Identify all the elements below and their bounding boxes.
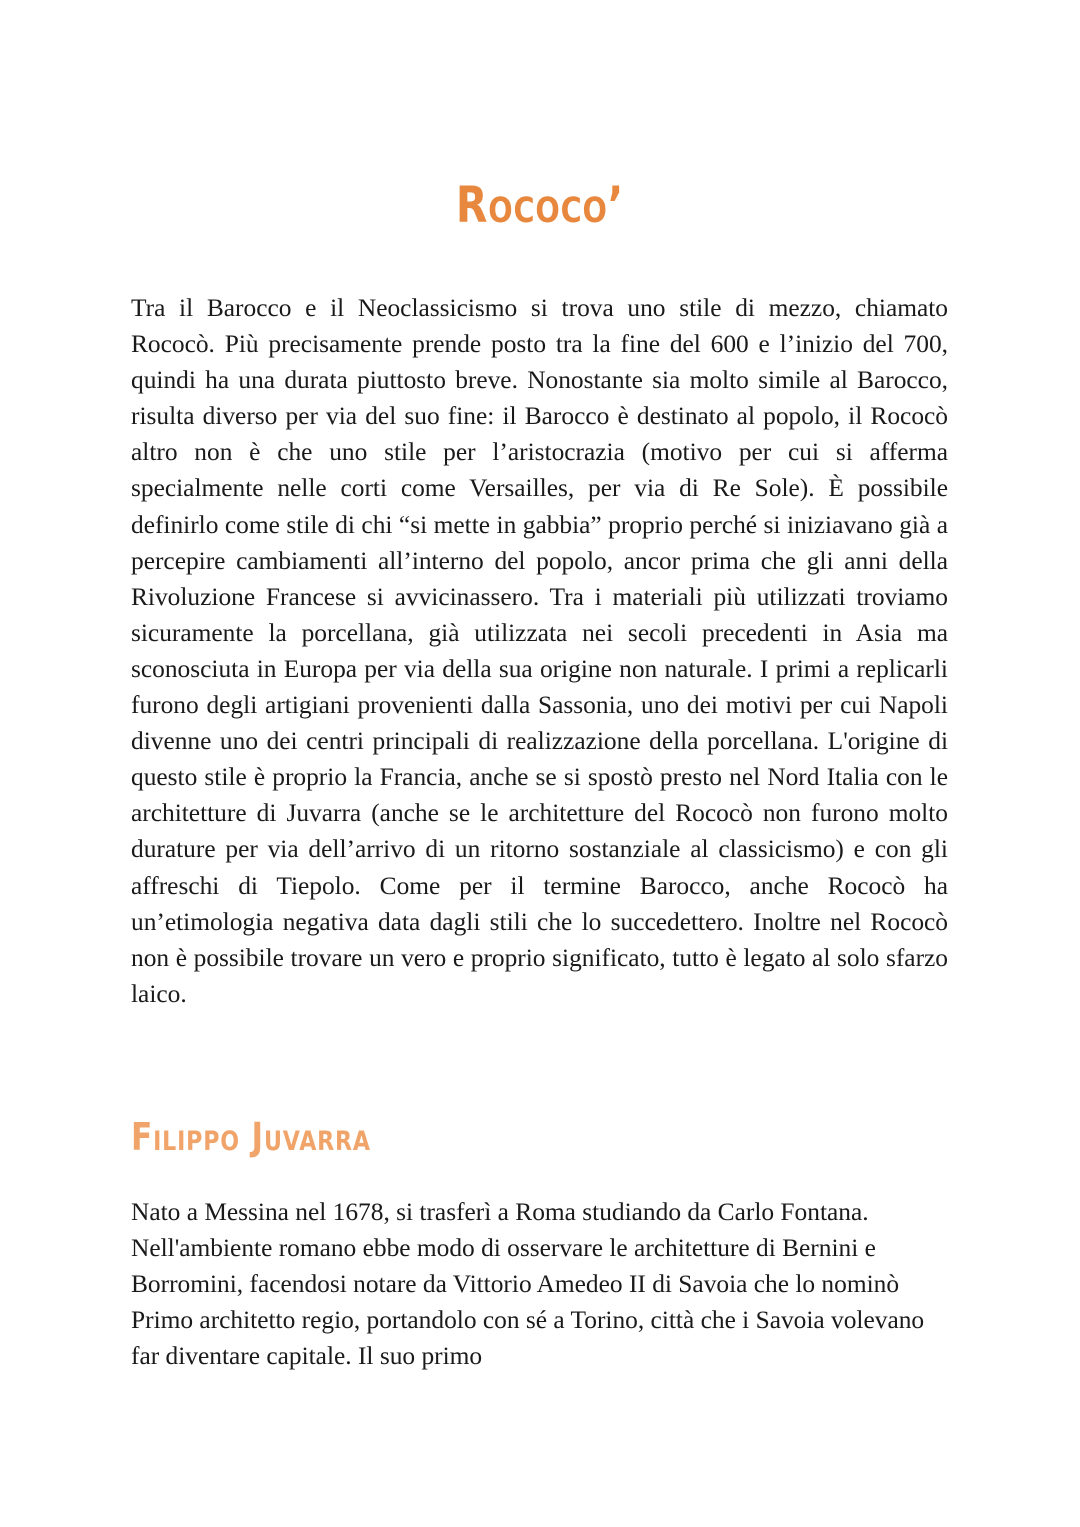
page-title: Rococo’ — [455, 175, 625, 234]
section-heading-juvarra: Filippo Juvarra — [131, 1114, 371, 1159]
rococo-paragraph: Tra il Barocco e il Neoclassicismo si trova uno stile di mezzo, chiamato Rococò. Più precisamente prende posto tra la fine del 600 e l’inizio del 700, quindi ha una durata piuttosto breve. Nonostante sia molto simile al Barocco, risulta diverso per via del suo fine: il Barocco è destinato al popolo, il Rococò altro non è che uno stile per l’aristocrazia (motivo per cui si afferma specialmente nelle corti come Versailles, per via di Re Sole). È possibile definirlo come stile di chi “si mette in gabbia” proprio perché si iniziavano già a percepire cambiamenti all’interno del popolo, ancor prima che gli anni della Rivoluzione Francese si avvicinassero. Tra i materiali più utilizzati troviamo sicuramente la porcellana, già utilizzata nei secoli precedenti in Asia ma sconosciuta in Europa per via della sua origine non naturale. I primi a replicarli furono degli artigiani provenienti dalla Sassonia, uno dei motivi per cui Napoli divenne uno dei centri principali di realizzazione della porcellana. L'origine di questo stile è proprio la Francia, anche se si spostò presto nel Nord Italia con le architetture di Juvarra (anche se le architetture del Rococò non furono molto durature per via dell’arrivo di un ritorno sostanziale al classicismo) e con gli affreschi di Tiepolo. Come per il termine Barocco, anche Rococò ha un’etimologia negativa data dagli stili che lo succedettero. Inoltre nel Rococò non è possibile trovare un vero e proprio significato, tutto è legato al solo sfarzo laico. — [131, 294, 948, 1008]
juvarra-paragraph: Nato a Messina nel 1678, si trasferì a Roma studiando da Carlo Fontana. Nell'ambiente romano ebbe modo di osservare le architetture di Bernini e Borromini, facendosi notare da Vittorio Amedeo II di Savoia che lo nominò Primo architetto regio, portandolo con sé a Torino, città che i Savoia volevano far diventare capitale. Il suo primo — [131, 1198, 925, 1371]
